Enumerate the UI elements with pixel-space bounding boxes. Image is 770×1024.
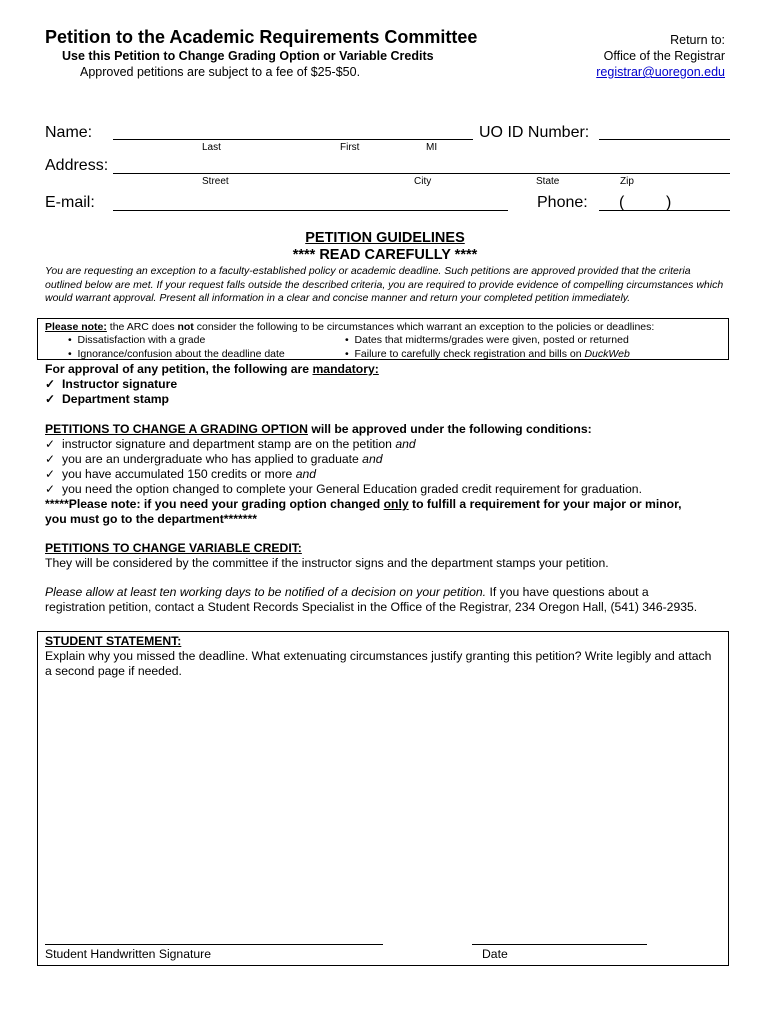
form-title: Petition to the Academic Requirements Committee xyxy=(45,27,478,47)
list-item: ✓ instructor signature and department stamp are on the petition and xyxy=(45,437,416,451)
list-item: • Ignorance/confusion about the deadline date xyxy=(68,348,285,360)
phone-label: Phone: xyxy=(537,194,588,211)
uoid-label: UO ID Number: xyxy=(479,124,590,141)
name-sub-first: First xyxy=(340,142,360,153)
registrar-email-link[interactable]: registrar@uoregon.edu xyxy=(596,65,725,79)
grading-warning: *****Please note: if you need your grading option changed only to fulfill a requirement for your major or minor, xyxy=(45,497,682,511)
phone-close-paren: ) xyxy=(666,194,672,211)
checkmark-icon: ✓ xyxy=(45,452,56,466)
exclusions-box xyxy=(37,318,729,360)
guidelines-intro: You are requesting an exception to a faculty-established policy or academic deadline. Such petitions are approved provided that the criteria outlined below are met. If your request falls outside the described criteria, you are required to provide evidence of compelling circumstances which would warrant approval. Present all information in a clear and concise manner and return your completed petition immediately. xyxy=(45,265,724,304)
signature-line[interactable] xyxy=(45,944,383,945)
guidelines-title: PETITION GUIDELINES xyxy=(305,230,465,246)
date-label: Date xyxy=(482,947,508,961)
address-sub-zip: Zip xyxy=(620,176,634,187)
checkmark-icon: ✓ xyxy=(45,392,56,406)
date-line[interactable] xyxy=(472,944,647,945)
list-item: ✓ you are an undergraduate who has applied to graduate and xyxy=(45,452,383,466)
list-item: • Dates that midterms/grades were given, posted or returned xyxy=(345,334,629,346)
mandatory-heading: For approval of any petition, the following are mandatory: xyxy=(45,362,379,376)
name-label: Name: xyxy=(45,124,93,141)
list-item: ✓ Department stamp xyxy=(45,392,170,406)
phone-open-paren: ( xyxy=(619,194,625,211)
grading-warning-cont: you must go to the department******* xyxy=(45,512,257,526)
uoid-input-line[interactable] xyxy=(599,139,730,140)
name-sub-last: Last xyxy=(202,142,221,153)
address-sub-state: State xyxy=(536,176,560,187)
address-sub-city: City xyxy=(414,176,432,187)
list-item: ✓ you need the option changed to complete your General Education graded credit requirement for graduation. xyxy=(45,482,642,496)
list-item: • Dissatisfaction with a grade xyxy=(68,334,206,346)
checkmark-icon: ✓ xyxy=(45,377,56,391)
grading-heading: PETITIONS TO CHANGE A GRADING OPTION will be approved under the following conditions: xyxy=(45,422,592,436)
address-label: Address: xyxy=(45,157,109,174)
signature-label: Student Handwritten Signature xyxy=(45,947,211,961)
statement-instructions: Explain why you missed the deadline. What extenuating circumstances justify granting this petition? Write legibly and attach a second page if needed. xyxy=(45,649,712,678)
exclusions-note: Please note: the ARC does not consider the following to be circumstances which warrant an exception to the policies or deadlines: xyxy=(45,321,655,333)
address-sub-street: Street xyxy=(202,176,229,187)
list-item: ✓ you have accumulated 150 credits or more and xyxy=(45,467,317,481)
statement-heading: STUDENT STATEMENT: xyxy=(45,634,182,648)
checkmark-icon: ✓ xyxy=(45,467,56,481)
address-input-line[interactable] xyxy=(113,173,730,174)
registrar-office: Office of the Registrar xyxy=(603,49,725,63)
form-subtitle: Use this Petition to Change Grading Option or Variable Credits xyxy=(62,49,434,63)
checkmark-icon: ✓ xyxy=(45,437,56,451)
student-statement-box[interactable] xyxy=(37,631,729,966)
notice-line-1: Please allow at least ten working days to be notified of a decision on your petition. If you have questions about a xyxy=(45,585,649,599)
email-input-line[interactable] xyxy=(113,210,508,211)
email-label: E-mail: xyxy=(45,194,95,211)
name-sub-mi: MI xyxy=(426,142,438,153)
list-item: • Failure to carefully check registration and bills on DuckWeb xyxy=(345,348,630,360)
return-to-label: Return to: xyxy=(670,33,725,47)
variable-heading: PETITIONS TO CHANGE VARIABLE CREDIT: xyxy=(45,541,302,555)
variable-text: They will be considered by the committee if the instructor signs and the department stamps your petition. xyxy=(45,556,609,570)
fee-note: Approved petitions are subject to a fee of $25-$50. xyxy=(80,65,361,79)
list-item: ✓ Instructor signature xyxy=(45,377,178,391)
checkmark-icon: ✓ xyxy=(45,482,56,496)
notice-line-2: registration petition, contact a Student Records Specialist in the Office of the Registrar, 234 Oregon Hall, (541) 346-2935. xyxy=(45,600,698,614)
read-carefully: **** READ CAREFULLY **** xyxy=(292,247,478,263)
name-input-line[interactable] xyxy=(113,139,473,140)
